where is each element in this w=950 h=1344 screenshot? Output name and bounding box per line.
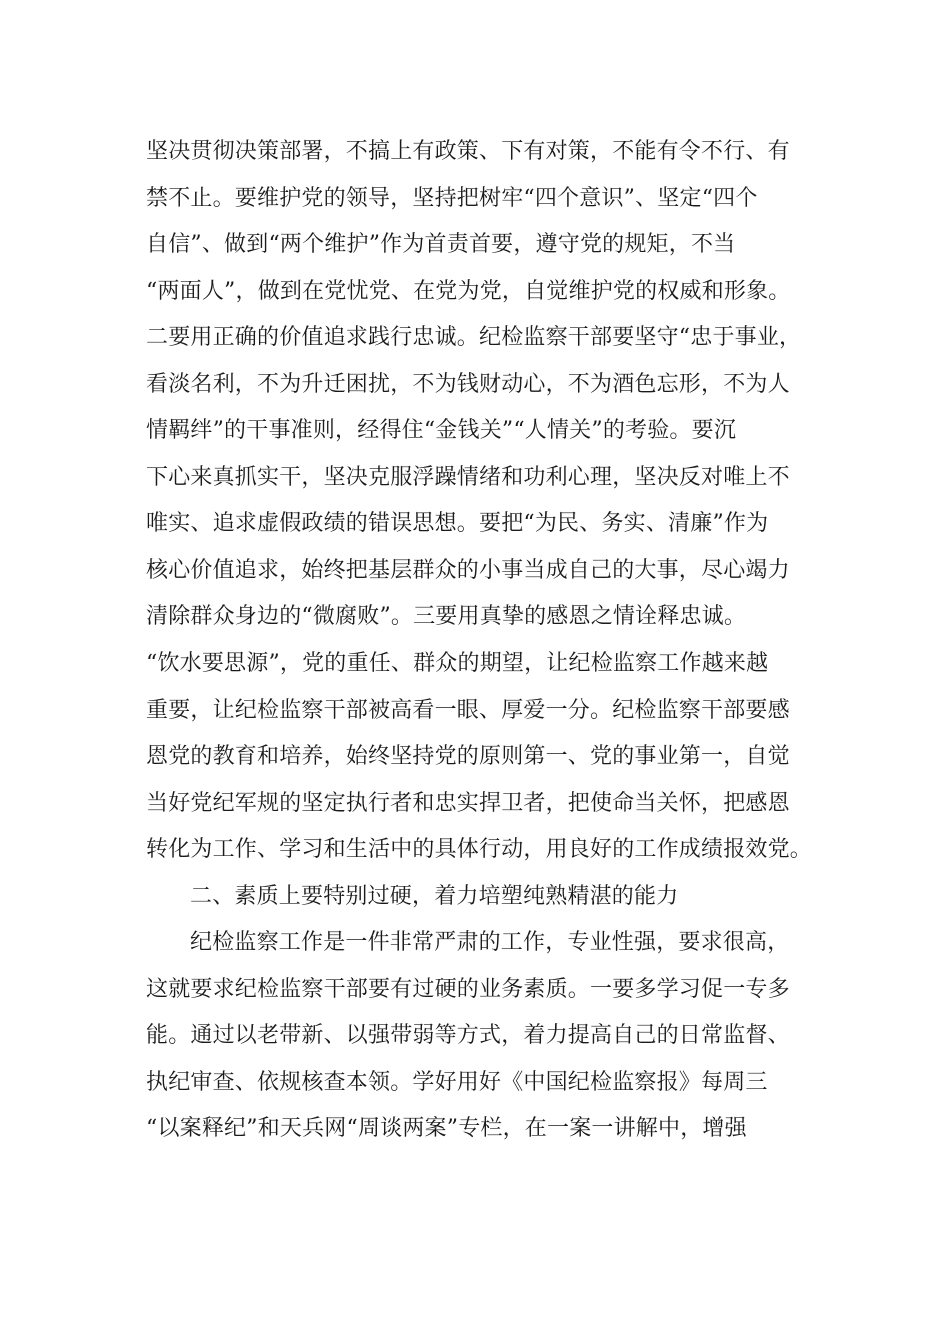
paragraph-line: 唯实、追求虚假政绩的错误思想。要把“为民、务实、清廉”作为 (146, 511, 769, 537)
paragraph-line: 清除群众身边的“微腐败”。三要用真挚的感恩之情诠释忠诚。 (146, 604, 747, 630)
paragraph-line: 坚决贯彻决策部署，不搞上有政策、下有对策，不能有令不行、有 (146, 139, 790, 164)
paragraph-line: 当好党纪军规的坚定执行者和忠实捍卫者，把使命当关怀，把感恩 (146, 790, 790, 816)
paragraph-line: 禁不止。要维护党的领导，坚持把树牢“四个意识”、坚定“四个 (146, 185, 758, 211)
body-text (146, 129, 816, 1153)
paragraph-line: 转化为工作、学习和生活中的具体行动，用良好的工作成绩报效党。 (146, 837, 813, 863)
paragraph-line: 情羁绊”的干事准则，经得住“金钱关”“人情关”的考验。要沉 (146, 418, 737, 444)
paragraph-line: 核心价值追求，始终把基层群众的小事当成自己的大事，尽心竭力 (146, 557, 790, 583)
paragraph-line: “以案释纪”和天兵网“周谈两案”专栏，在一案一讲解中，增强 (146, 1116, 747, 1142)
paragraph-line: 看淡名利，不为升迁困扰，不为钱财动心，不为酒色忘形，不为人 (146, 371, 790, 397)
paragraph-line: “饮水要思源”，党的重任、群众的期望，让纪检监察工作越来越 (146, 651, 769, 677)
paragraph-line: 自信”、做到“两个维护”作为首责首要，遵守党的规矩，不当 (146, 232, 736, 258)
paragraph-line-indented: 二、素质上要特别过硬，着力培塑纯熟精湛的能力 (190, 883, 679, 909)
paragraph-line: 执纪审查、依规核查本领。学好用好《中国纪检监察报》每周三 (146, 1069, 768, 1095)
paragraph-line: 能。通过以老带新、以强带弱等方式，着力提高自己的日常监督、 (146, 1023, 790, 1049)
paragraph-line: 这就要求纪检监察干部要有过硬的业务素质。一要多学习促一专多 (146, 976, 790, 1002)
paragraph-line: 恩党的教育和培养，始终坚持党的原则第一、党的事业第一，自觉 (146, 744, 790, 770)
paragraph-line: “两面人”，做到在党忧党、在党为党，自觉维护党的权威和形象。 (146, 278, 791, 304)
paragraph-line: 下心来真抓实干，坚决克服浮躁情绪和功利心理，坚决反对唯上不 (146, 464, 790, 490)
paragraph-line: 重要，让纪检监察干部被高看一眼、厚爱一分。纪检监察干部要感 (146, 697, 790, 723)
paragraph-line-indented: 纪检监察工作是一件非常严肃的工作，专业性强，要求很高， (190, 930, 790, 956)
paragraph-line: 二要用正确的价值追求践行忠诚。纪检监察干部要坚守“忠于事业， (146, 325, 802, 351)
